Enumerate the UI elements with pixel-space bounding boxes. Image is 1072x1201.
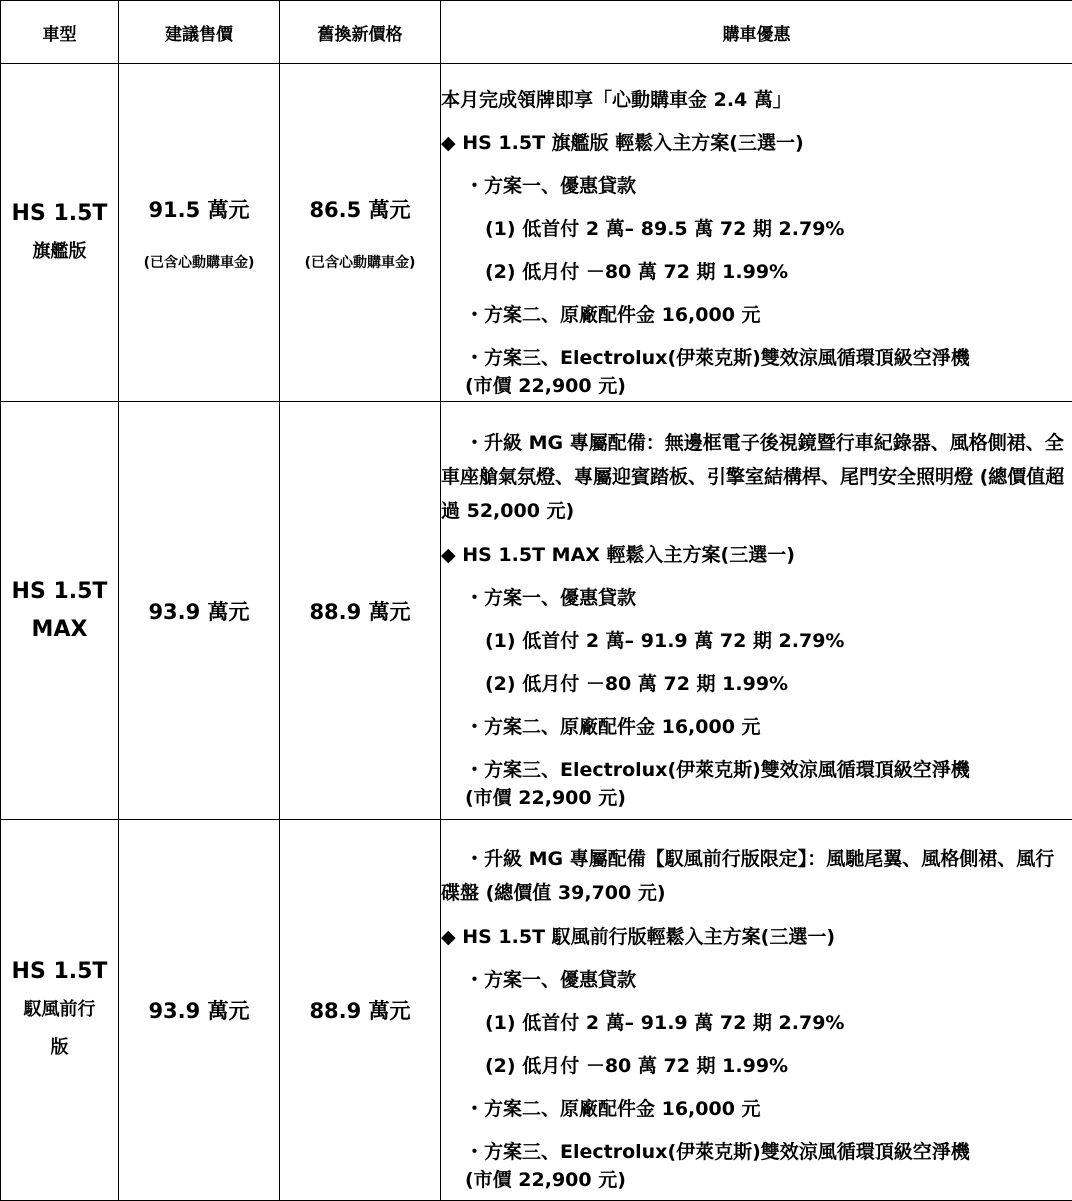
model-name-zh: 旗艦版 <box>1 233 118 271</box>
offer-plan-title: ◆ HS 1.5T 馭風前行版輕鬆入主方案(三選一) <box>441 922 1072 952</box>
model-name-zh: 馭風前行版 <box>18 991 102 1067</box>
model-cell <box>1 402 119 820</box>
tradein-cell <box>280 64 441 402</box>
offer-cell <box>441 64 1072 402</box>
tradein-value: 86.5 萬元 <box>280 194 440 224</box>
offer-option-1: ・方案一、優惠貸款 <box>441 965 1072 995</box>
header-model: 車型 <box>1 1 119 64</box>
offer-plan-title: ◆ HS 1.5T 旗艦版 輕鬆入主方案(三選一) <box>441 128 1072 158</box>
msrp-cell <box>119 820 280 1201</box>
tradein-note: (已含心動購車金) <box>280 252 440 272</box>
offer-option-2: ・方案二、原廠配件金 16,000 元 <box>441 1094 1072 1124</box>
offer-cell <box>441 402 1072 820</box>
model-name-en: HS 1.5T <box>1 573 118 611</box>
header-row <box>1 1 1072 64</box>
offer-option-1: ・方案一、優惠貸款 <box>441 171 1072 201</box>
tradein-cell <box>280 820 441 1201</box>
msrp-cell <box>119 64 280 402</box>
tradein-cell <box>280 402 441 820</box>
offer-cell <box>441 820 1072 1201</box>
offer-option-1a: (1) 低首付 2 萬– 91.9 萬 72 期 2.79% <box>441 1008 1072 1038</box>
model-cell <box>1 64 119 402</box>
model-name-en: HS 1.5T <box>1 195 118 233</box>
offer-option-3-price: (市價 22,900 元) <box>441 373 1072 399</box>
offer-option-1: ・方案一、優惠貸款 <box>441 583 1072 613</box>
offer-option-3: ・方案三、Electrolux(伊萊克斯)雙效涼風循環頂級空淨機 <box>441 343 1072 373</box>
msrp-value: 93.9 萬元 <box>119 596 279 626</box>
table-row <box>1 402 1072 820</box>
offer-intro: ・升級 MG 專屬配備【馭風前行版限定】：風馳尾翼、風格側裙、風行碟盤 (總價值 39,700 元) <box>441 842 1072 910</box>
msrp-note: (已含心動購車金) <box>119 252 279 272</box>
offer-option-1a: (1) 低首付 2 萬– 91.9 萬 72 期 2.79% <box>441 626 1072 656</box>
offer-plan-title: ◆ HS 1.5T MAX 輕鬆入主方案(三選一) <box>441 540 1072 570</box>
msrp-value: 91.5 萬元 <box>119 194 279 224</box>
tradein-value: 88.9 萬元 <box>280 995 440 1025</box>
table-row <box>1 820 1072 1201</box>
model-name-trim: MAX <box>1 611 118 649</box>
msrp-value: 93.9 萬元 <box>119 995 279 1025</box>
model-name-en: HS 1.5T <box>1 953 118 991</box>
offer-option-2: ・方案二、原廠配件金 16,000 元 <box>441 300 1072 330</box>
header-offer: 購車優惠 <box>441 1 1072 64</box>
offer-option-1b: (2) 低月付 －80 萬 72 期 1.99% <box>441 257 1072 287</box>
offer-intro: 本月完成領牌即享「心動購車金 2.4 萬」 <box>441 85 1072 115</box>
header-tradein: 舊換新價格 <box>280 1 441 64</box>
offer-option-3-price: (市價 22,900 元) <box>441 785 1072 811</box>
offer-option-3-price: (市價 22,900 元) <box>441 1167 1072 1193</box>
table-row <box>1 64 1072 402</box>
offer-option-1b: (2) 低月付 －80 萬 72 期 1.99% <box>441 669 1072 699</box>
offer-option-2: ・方案二、原廠配件金 16,000 元 <box>441 712 1072 742</box>
offer-intro: ・升級 MG 專屬配備：無邊框電子後視鏡暨行車紀錄器、風格側裙、全車座艙氣氛燈、專屬迎賓踏板、引擎室結構桿、尾門安全照明燈 (總價值超過 52,000 元) <box>441 426 1072 528</box>
offer-option-1b: (2) 低月付 －80 萬 72 期 1.99% <box>441 1051 1072 1081</box>
header-msrp: 建議售價 <box>119 1 280 64</box>
model-cell <box>1 820 119 1201</box>
offer-option-3: ・方案三、Electrolux(伊萊克斯)雙效涼風循環頂級空淨機 <box>441 755 1072 785</box>
tradein-value: 88.9 萬元 <box>280 596 440 626</box>
offer-option-1a: (1) 低首付 2 萬– 89.5 萬 72 期 2.79% <box>441 214 1072 244</box>
offer-option-3: ・方案三、Electrolux(伊萊克斯)雙效涼風循環頂級空淨機 <box>441 1137 1072 1167</box>
msrp-cell <box>119 402 280 820</box>
